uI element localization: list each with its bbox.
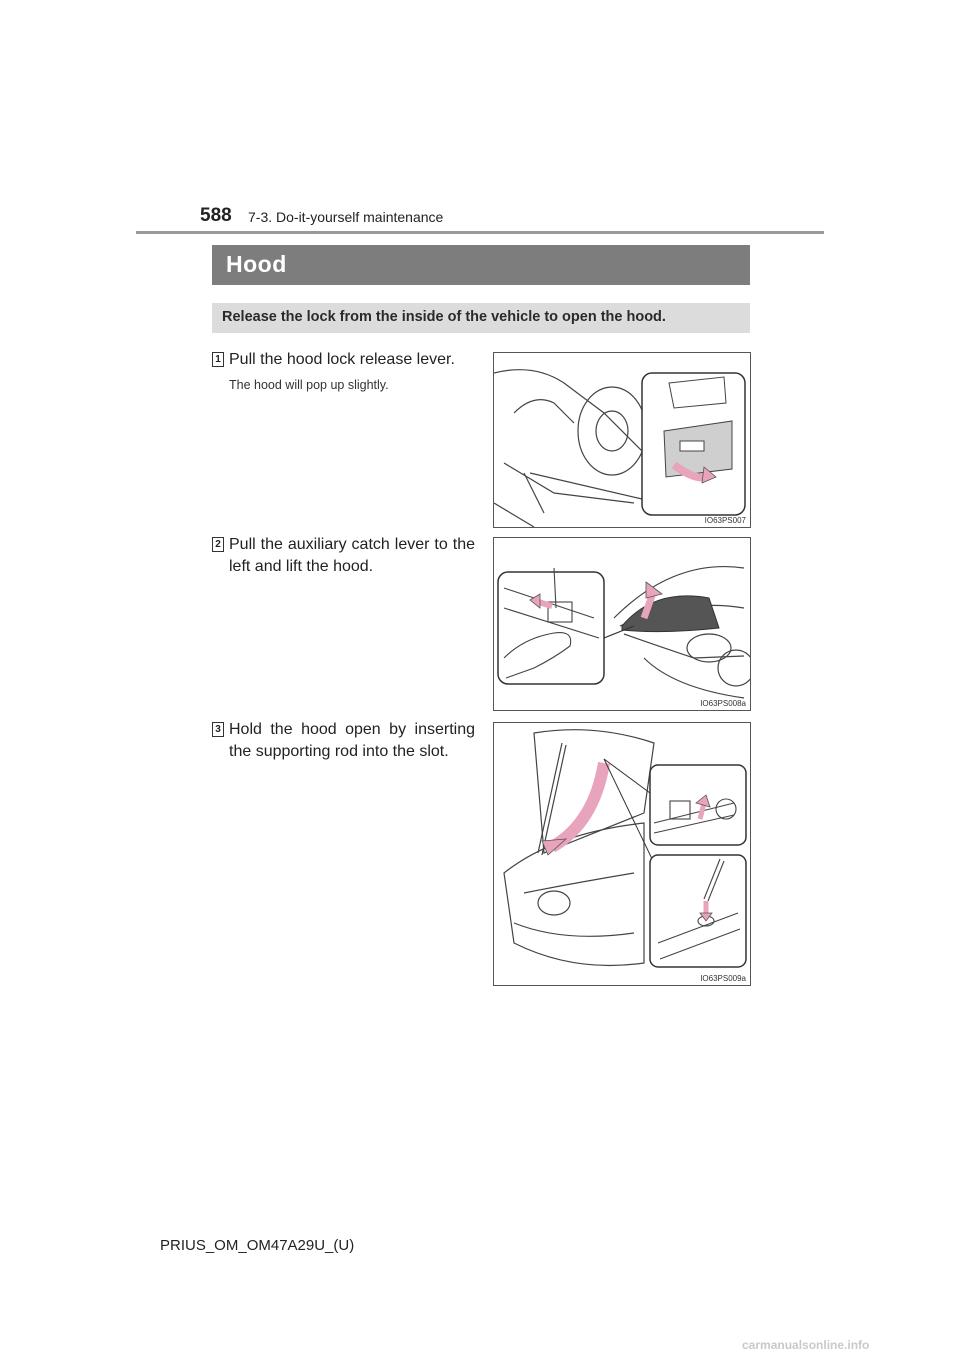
step-marker-1: 1 (212, 352, 224, 367)
step-text-2: Pull the auxiliary catch lever to the left and lift the hood. (229, 536, 475, 575)
supporting-rod-illustration (494, 723, 750, 985)
step-marker-3: 3 (212, 722, 224, 737)
page-title: Hood (226, 251, 287, 277)
step-text-1: Pull the hood lock release lever. (229, 351, 455, 368)
figure-code-1: IO63PS007 (704, 516, 746, 525)
page-number: 588 (200, 205, 232, 226)
step-marker-2: 2 (212, 537, 224, 552)
document-id: PRIUS_OM_OM47A29U_(U) (160, 1237, 355, 1254)
figure-code-2: IO63PS008a (700, 699, 746, 708)
figure-auxiliary-catch-lever (493, 537, 751, 711)
figure-code-3: IO63PS009a (700, 974, 746, 983)
figure-supporting-rod (493, 722, 751, 986)
figure-hood-lock-release-lever (493, 352, 751, 528)
header-divider (136, 231, 824, 234)
catch-lever-illustration (494, 538, 750, 710)
step-note-1: The hood will pop up slightly. (229, 378, 389, 392)
intro-box (212, 303, 750, 333)
step-text-3: Hold the hood open by inserting the supporting rod into the slot. (229, 721, 475, 760)
watermark: carmanualsonline.info (742, 1338, 870, 1352)
intro-text: Release the lock from the inside of the vehicle to open the hood. (222, 309, 666, 325)
hood-lock-illustration (494, 353, 750, 527)
section-label: 7-3. Do-it-yourself maintenance (248, 209, 444, 225)
title-bar (212, 245, 750, 285)
